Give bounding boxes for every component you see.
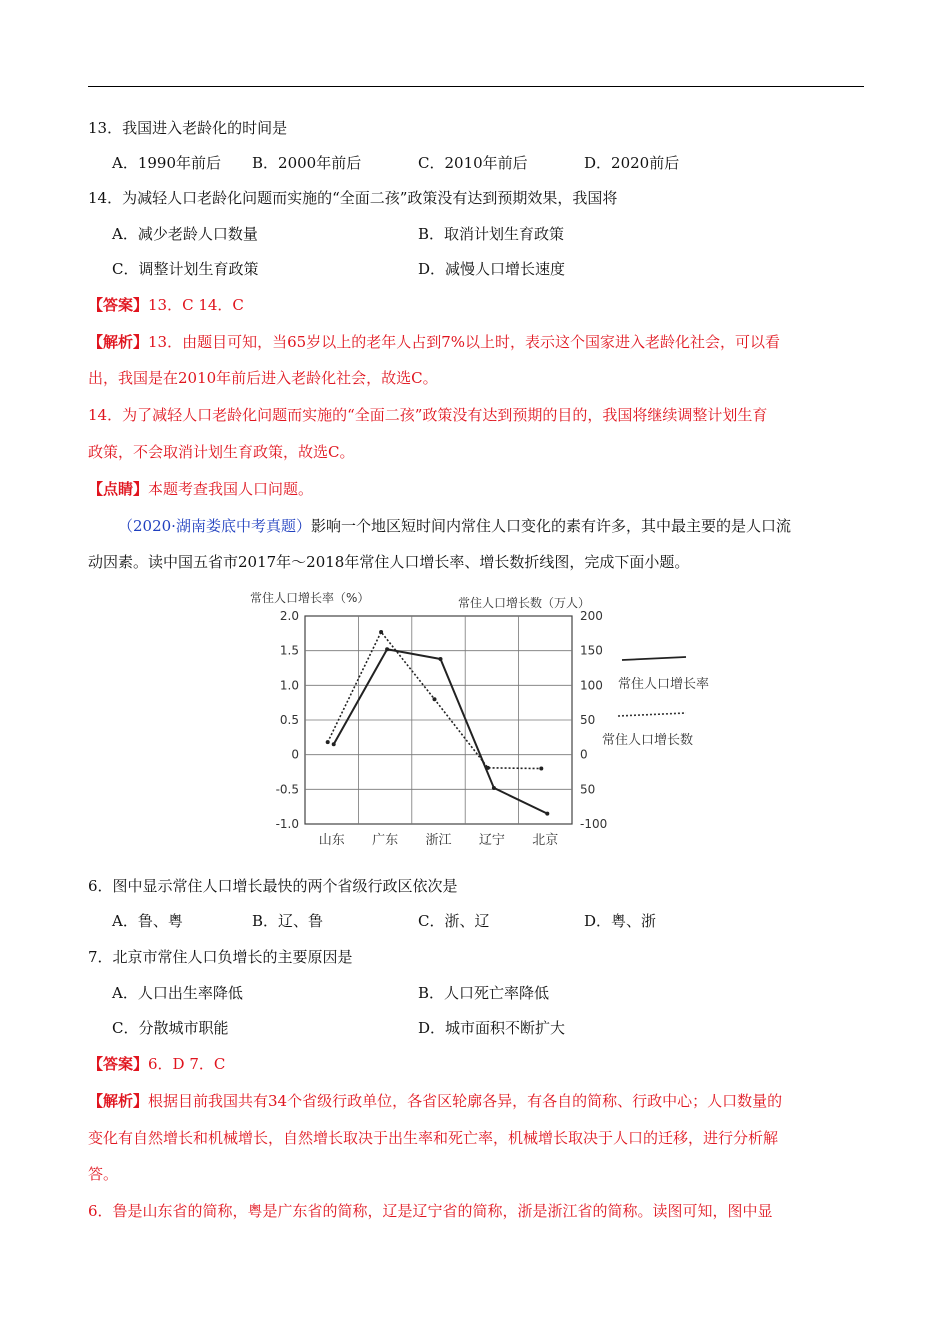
q14-option-d: D．减慢人口增长速度 [418, 260, 566, 278]
answer-text: 13．C 14．C [148, 296, 244, 314]
answer-text-2: 6．D 7．C [148, 1055, 226, 1073]
left-tick-label: -0.5 [275, 782, 299, 797]
point-tag: 【点睛】 [88, 480, 149, 498]
data-point-count [539, 767, 543, 771]
answer-tag: 【答案】 [88, 296, 149, 314]
analysis-2-text: 根据目前我国共有34个省级行政单位，各省区轮廓各异，有各自的简称、行政中心；人口数量的 [148, 1092, 783, 1110]
right-tick-label: -100 [580, 817, 608, 831]
data-point-rate [492, 786, 496, 790]
chart-legend [602, 657, 709, 748]
q14-option-b: B．取消计划生育政策 [418, 225, 565, 243]
data-point-rate [332, 742, 336, 746]
q14-stem: 14．为减轻人口老龄化问题而实施的“全面二孩”政策没有达到预期效果，我国将 [88, 189, 618, 207]
chart-ticks [276, 609, 608, 848]
left-tick-label: 2.0 [279, 609, 299, 623]
q7-option-d: D．城市面积不断扩大 [418, 1019, 566, 1037]
q6-option-c: C．浙、辽 [418, 912, 490, 930]
right-tick-label: 0 [580, 747, 588, 762]
analysis-tag-2: 【解析】 [88, 1092, 149, 1110]
data-point-count [379, 630, 383, 634]
point-text: 本题考查我国人口问题。 [148, 480, 314, 498]
left-tick-label: 0 [291, 747, 299, 762]
left-tick-label: 0.5 [279, 713, 299, 727]
q13-option-d: D．2020前后 [584, 154, 680, 172]
right-axis-title: 常住人口增长数（万人） [458, 596, 591, 610]
legend-label-count: 常住人口增长数 [602, 733, 694, 748]
chart-svg [240, 586, 730, 854]
category-label: 北京 [532, 833, 559, 848]
data-point-rate [439, 657, 443, 661]
intro-text-1: 影响一个地区短时间内常住人口变化的素有许多，其中最主要的是人口流 [310, 517, 791, 535]
answer-block-2 [88, 1054, 225, 1074]
analysis-1-line-3: 14．为了减轻人口老龄化问题而实施的“全面二孩”政策没有达到预期的目的，我国将继续调整计划生育 [88, 406, 768, 424]
q7-option-c: C．分散城市职能 [112, 1019, 229, 1037]
legend-solid-swatch [622, 657, 686, 660]
q13-option-a: A．1990年前后 [112, 154, 222, 172]
data-point-count [486, 766, 490, 770]
q13-stem: 13．我国进入老龄化的时间是 [88, 119, 288, 137]
data-point-rate [385, 647, 389, 651]
q14-option-a: A．减少老龄人口数量 [112, 225, 258, 243]
category-label: 广东 [372, 833, 399, 848]
right-tick-label: 200 [580, 609, 603, 623]
right-tick-label: 50 [580, 782, 596, 797]
intro-line-1 [118, 516, 791, 536]
header-rule [88, 86, 864, 87]
q7-stem: 7．北京市常住人口负增长的主要原因是 [88, 948, 353, 966]
chart-series [326, 630, 550, 816]
answer-tag-2: 【答案】 [88, 1055, 149, 1073]
q6-option-a: A．鲁、粤 [112, 912, 183, 930]
q14-option-c: C．调整计划生育政策 [112, 260, 259, 278]
population-chart [240, 586, 730, 854]
data-point-count [433, 697, 437, 701]
analysis-2-line-3: 答。 [88, 1165, 119, 1183]
chart-grid [305, 616, 572, 824]
point-block [88, 479, 313, 499]
left-tick-label: 1.5 [279, 643, 299, 658]
analysis-tag: 【解析】 [88, 333, 149, 351]
category-label: 山东 [318, 833, 345, 848]
analysis-2-line-1 [88, 1091, 782, 1111]
answer-block-1 [88, 295, 244, 315]
q6-stem: 6．图中显示常住人口增长最快的两个省级行政区依次是 [88, 877, 458, 895]
category-label: 浙江 [425, 833, 452, 848]
analysis-1-line-1 [88, 332, 780, 352]
data-point-rate [545, 812, 549, 816]
q7-option-a: A．人口出生率降低 [112, 984, 243, 1002]
q13-option-b: B．2000年前后 [252, 154, 362, 172]
category-label: 辽宁 [478, 833, 505, 848]
left-tick-label: -1.0 [275, 817, 299, 831]
right-tick-label: 150 [580, 643, 603, 658]
left-axis-title: 常住人口增长率（%） [250, 591, 370, 605]
q7-option-b: B．人口死亡率降低 [418, 984, 550, 1002]
q13-option-c: C．2010年前后 [418, 154, 528, 172]
q6-option-d: D．粤、浙 [584, 912, 657, 930]
analysis-1-line-2: 出，我国是在2010年前后进入老龄化社会，故选C。 [88, 369, 438, 387]
right-tick-label: 100 [580, 678, 603, 693]
left-tick-label: 1.0 [279, 678, 299, 693]
data-point-count [326, 740, 330, 744]
q6-option-b: B．辽、鲁 [252, 912, 324, 930]
intro-line-2: 动因素。读中国五省市2017年～2018年常住人口增长率、增长数折线图，完成下面小题。 [88, 553, 690, 571]
legend-dotted-swatch [618, 713, 686, 716]
analysis-2-line-4: 6．鲁是山东省的简称，粤是广东省的简称，辽是辽宁省的简称，浙是浙江省的简称。读图可知，图中显 [88, 1202, 773, 1220]
analysis-text: 13．由题目可知，当65岁以上的老年人占到7%以上时，表示这个国家进入老龄化社会，可以看 [148, 333, 780, 351]
source-label: （2020·湖南娄底中考真题） [118, 517, 311, 535]
right-tick-label: 50 [580, 713, 596, 727]
legend-label-rate: 常住人口增长率 [618, 677, 710, 692]
analysis-2-line-2: 变化有自然增长和机械增长，自然增长取决于出生率和死亡率，机械增长取决于人口的迁移，进行分析解 [88, 1129, 779, 1147]
analysis-1-line-4: 政策，不会取消计划生育政策，故选C。 [88, 443, 355, 461]
